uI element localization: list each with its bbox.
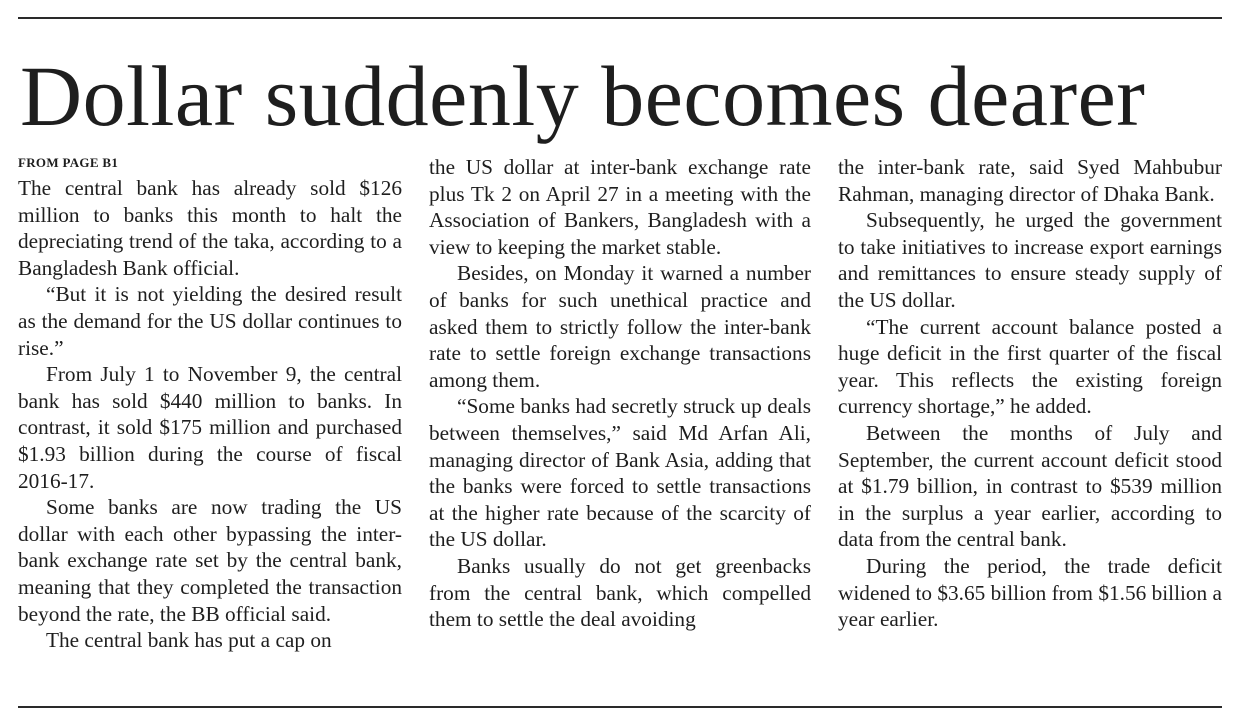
paragraph: From July 1 to November 9, the central bank has sold $440 million to banks. In contrast, it sold $175 million and purchased $1.93 billion during the course of fiscal 2016-17.: [18, 362, 402, 493]
paragraph: the inter-bank rate, said Syed Mahbubur Rahman, managing director of Dhaka Bank.: [838, 155, 1222, 206]
paragraph: “Some banks had secretly struck up deals between themselves,” said Md Arfan Ali, managing director of Bank Asia, adding that the banks were forced to settle transactions at the higher rate because of the scarcity of the US dollar.: [429, 394, 811, 552]
article-column-3: [838, 154, 1222, 633]
kicker: FROM PAGE B1: [18, 155, 119, 170]
article-column-2: [429, 154, 811, 633]
headline: Dollar suddenly becomes dearer: [20, 48, 1146, 144]
paragraph: Between the months of July and September, the current account deficit stood at $1.79 billion, in contrast to $539 million in the surplus a year earlier, according to data from the central bank.: [838, 420, 1222, 552]
paragraph: “The current account balance posted a huge deficit in the first quarter of the fiscal year. This reflects the existing foreign currency shortage,” he added.: [838, 314, 1222, 419]
bottom-rule: [18, 706, 1222, 708]
paragraph: The central bank has put a cap on: [46, 628, 332, 653]
paragraph: The central bank has already sold $126 million to banks this month to halt the depreciating trend of the taka, according to a Bangladesh Bank official.: [18, 176, 402, 280]
paragraph: “But it is not yielding the desired result as the demand for the US dollar continues to rise.”: [18, 282, 402, 360]
paragraph: Besides, on Monday it warned a number of banks for such unethical practice and asked them to strictly follow the inter-bank rate to settle foreign exchange transactions among them.: [429, 261, 811, 392]
top-rule: [18, 17, 1222, 19]
paragraph: Subsequently, he urged the government to take initiatives to increase export earnings and remittances to ensure steady supply of the US dollar.: [838, 208, 1222, 312]
article-column-1: [18, 154, 402, 654]
paragraph: Some banks are now trading the US dollar with each other bypassing the inter-bank exchange rate set by the central bank, meaning that they completed the transaction beyond the rate, the BB official said.: [18, 495, 402, 626]
paragraph: During the period, the trade deficit widened to $3.65 billion from $1.56 billion a year earlier.: [838, 553, 1222, 632]
paragraph: the US dollar at inter-bank exchange rate plus Tk 2 on April 27 in a meeting with the Association of Bankers, Bangladesh with a view to keeping the market stable.: [429, 155, 811, 259]
paragraph: Banks usually do not get greenbacks from the central bank, which compelled them to settle the deal avoiding: [429, 553, 811, 632]
